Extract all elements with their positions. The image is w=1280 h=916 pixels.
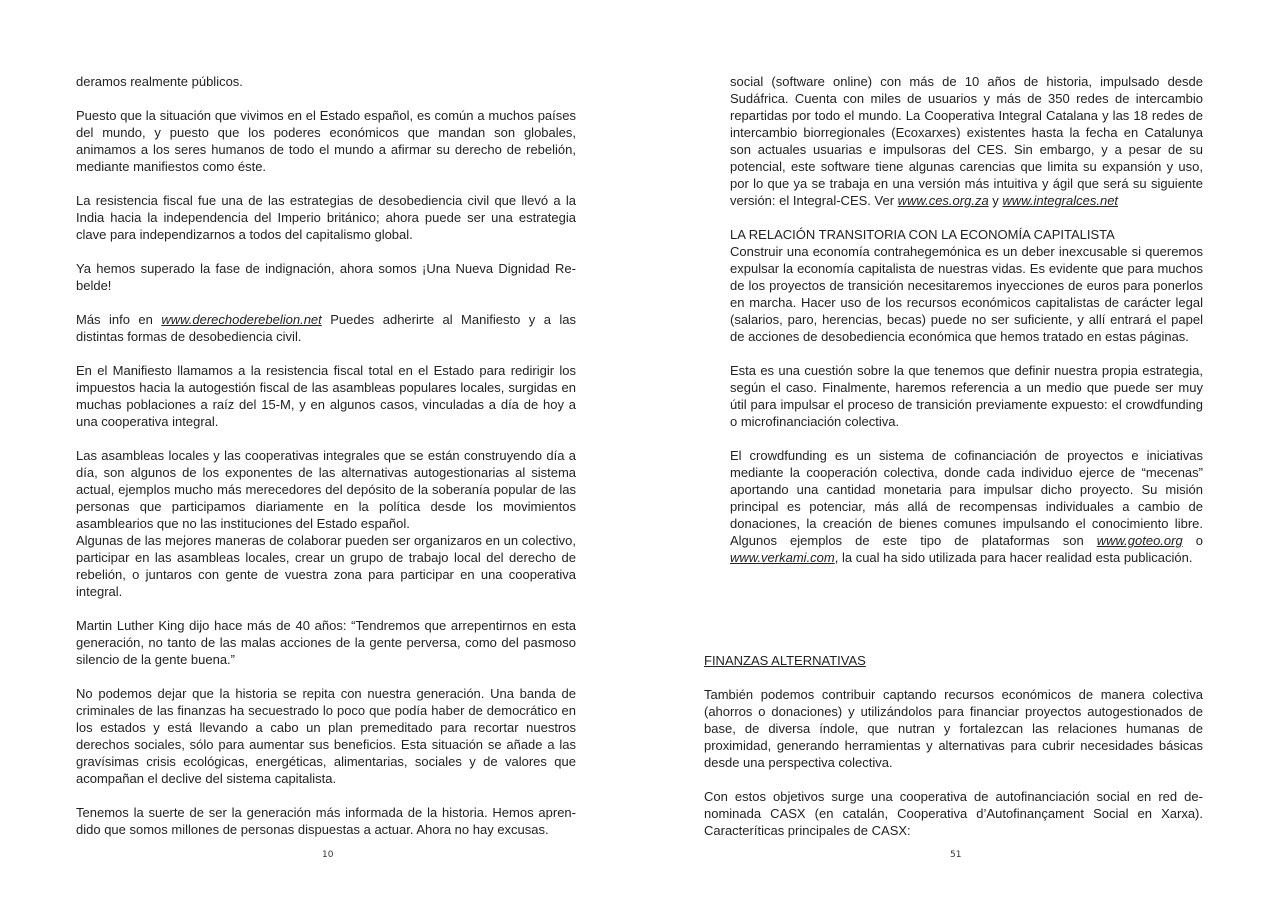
- text: social (software online) con más de 10 años de historia, impulsado desde Sudáfrica. Cuenta con miles de usuarios y más de 350 redes de intercambio repartidas por todo el mundo. La Cooperativa Integral Catalana y las 18 redes de intercambio biorregionales (Ecoxarxes) existentes hasta la fecha en Catalunya son actuales usuarias e impulsoras del CES. Sin embargo, y a pesar de su potencial, este software tiene algunas carencias que limita su expansión y uso, por lo que ya se trabaja en una versión más intuitiva y ágil que será su siguiente versión: el Integral-CES. Ver: [730, 74, 1203, 208]
- paragraph-crowdfunding: [730, 447, 1203, 566]
- paragraph: Puesto que la situación que vivimos en el Estado español, es común a muchos países del mundo, y puesto que los poderes económicos que mandan son globales, animamos a los seres humanos de todo el mundo a afirmar su derecho de rebelión, mediante manifiestos como éste.: [76, 108, 576, 174]
- goteo-link[interactable]: www.goteo.org: [1096, 533, 1183, 548]
- text: El crowdfunding es un sistema de cofinanciación de proyectos e iniciativas mediante la cooperación colectiva, donde cada individuo ejerce de “mecenas” aportando una cantidad monetaria para impulsar dicho proyecto. Su misión principal es potenciar, más allá de recompensas individuales a cambio de donaciones, la creación de bienes comunes impulsando el conocimiento libre. Algunos ejemplos de este tipo de plataformas son: [730, 448, 1203, 548]
- right-indented-column: [730, 73, 1203, 566]
- paragraph: deramos realmente públicos.: [76, 74, 243, 89]
- paragraph: Con estos objetivos surge una cooperativa de autofinanciación social en red denominada CASX (en catalán, Cooperativa d’Autofinançament Social en Xarxa). Caracteríticas principales de CASX:: [704, 789, 1203, 838]
- paragraph: La resistencia fiscal fue una de las estrategias de desobediencia civil que llevó a la India hacia la independencia del Imperio británico; ahora puede ser una estrategia clave para independizarnos a todos del capitalismo global.: [76, 193, 576, 242]
- text: , la cual ha sido utilizada para hacer realidad esta publicación.: [834, 550, 1193, 565]
- paragraph: Tenemos la suerte de ser la generación más informada de la historia. Hemos aprendido que somos millones de personas dispuestas a actuar. Ahora no hay excusas.: [76, 805, 576, 837]
- paragraph: Las asambleas locales y las cooperativas integrales que se están construyendo día a día, son algunos de los exponentes de las alternativas autogestionarias al sistema actual, ejemplos mucho más merecedores del depósito de la soberanía popular de las personas que participamos diariamente en la política desde los movimientos asamblearios que no las instituciones del Estado español.: [76, 448, 576, 531]
- page-number-left: 10: [322, 850, 334, 860]
- text: y: [988, 193, 1003, 208]
- text: Más info en: [76, 312, 162, 327]
- verkami-link[interactable]: www.verkami.com: [730, 550, 835, 565]
- paragraph: Construir una economía contrahegemónica es un deber inexcusable si queremos expulsar la economía capitalista de nuestras vidas. Es evidente que para muchos de los proyectos de transición necesitaremos inyecciones de euros para ponerlos en marcha. Hacer uso de los recursos económicos capitalistas de carácter legal (salarios, paro, herencias, becas) puede no ser suficiente, y allí entrará el papel de acciones de desobediencia económica que hemos tratado en estas páginas.: [730, 244, 1203, 344]
- integralces-link[interactable]: www.integralces.net: [1002, 193, 1119, 208]
- paragraph-quote: Martin Luther King dijo hace más de 40 años: “Tendremos que arrepentirnos en esta generación, no tanto de las malas acciones de la gente perversa, como del pasmoso silencio de la gente buena.”: [76, 618, 576, 667]
- right-full-column: [704, 652, 1203, 839]
- paragraph: Esta es una cuestión sobre la que tenemos que definir nuestra propia estrategia, según el caso. Finalmente, haremos referencia a un medio que puede ser muy útil para impulsar el proceso de transición previamente expuesto: el crowdfunding o microfinanciación colectiva.: [730, 363, 1203, 429]
- text: o: [1182, 533, 1203, 548]
- page-number-right: 51: [950, 850, 962, 860]
- paragraph: En el Manifiesto llamamos a la resistencia fiscal total en el Estado para redirigir los impuestos hacia la autogestión fiscal de las asambleas populares locales, surgidas en muchas poblaciones a raíz del 15-M, y en algunos casos, vinculadas a día de hoy a una cooperativa integral.: [76, 363, 576, 429]
- paragraph: Ya hemos superado la fase de indignación, ahora somos ¡Una Nueva Dignidad Rebelde!: [76, 261, 576, 293]
- paragraph: También podemos contribuir captando recursos económicos de manera colectiva (ahorros o donaciones) y utilizándolos para financiar proyectos autogestionados de base, de diversa índole, que nutran y fortalezcan las relaciones humanas de proximidad, generando herramientas y alternativas para cubrir necesidades básicas desde una perspectiva colectiva.: [704, 687, 1203, 770]
- paragraph: No podemos dejar que la historia se repita con nuestra generación. Una banda de criminales de las finanzas ha secuestrado lo poco que podía haber de democrático en los estados y está llevando a cabo un plan premeditado para recortar nuestros derechos sociales, sólo para aumentar sus beneficios. Esta situación se añade a las gravísimas crisis ecológicas, energéticas, alimentarias, sociales y de valores que acompañan el declive del sistema capitalista.: [76, 686, 576, 786]
- section-title-text: FINANZAS ALTERNATIVAS: [704, 653, 866, 668]
- ces-link[interactable]: www.ces.org.za: [897, 193, 989, 208]
- section-title: [704, 652, 1203, 669]
- left-text-column: [76, 73, 576, 838]
- derechoderebelion-link[interactable]: www.derechoderebelion.net: [161, 312, 322, 327]
- paragraph: Algunas de las mejores maneras de colaborar pueden ser organizaros en un colectivo, participar en las asambleas locales, crear un grupo de trabajo local del derecho de rebelión, o juntaros con gente de vuestra zona para participar en una cooperativa integral.: [76, 533, 576, 599]
- paragraph-ces: [730, 73, 1203, 209]
- subsection-heading: LA RELACIÓN TRANSITORIA CON LA ECONOMÍA CAPITALISTA: [730, 227, 1115, 242]
- paragraph-more-info: [76, 311, 576, 345]
- right-page: [640, 0, 1280, 916]
- text: Puedes adherirte al Manifiesto y a las distintas formas de desobediencia civil.: [76, 312, 576, 344]
